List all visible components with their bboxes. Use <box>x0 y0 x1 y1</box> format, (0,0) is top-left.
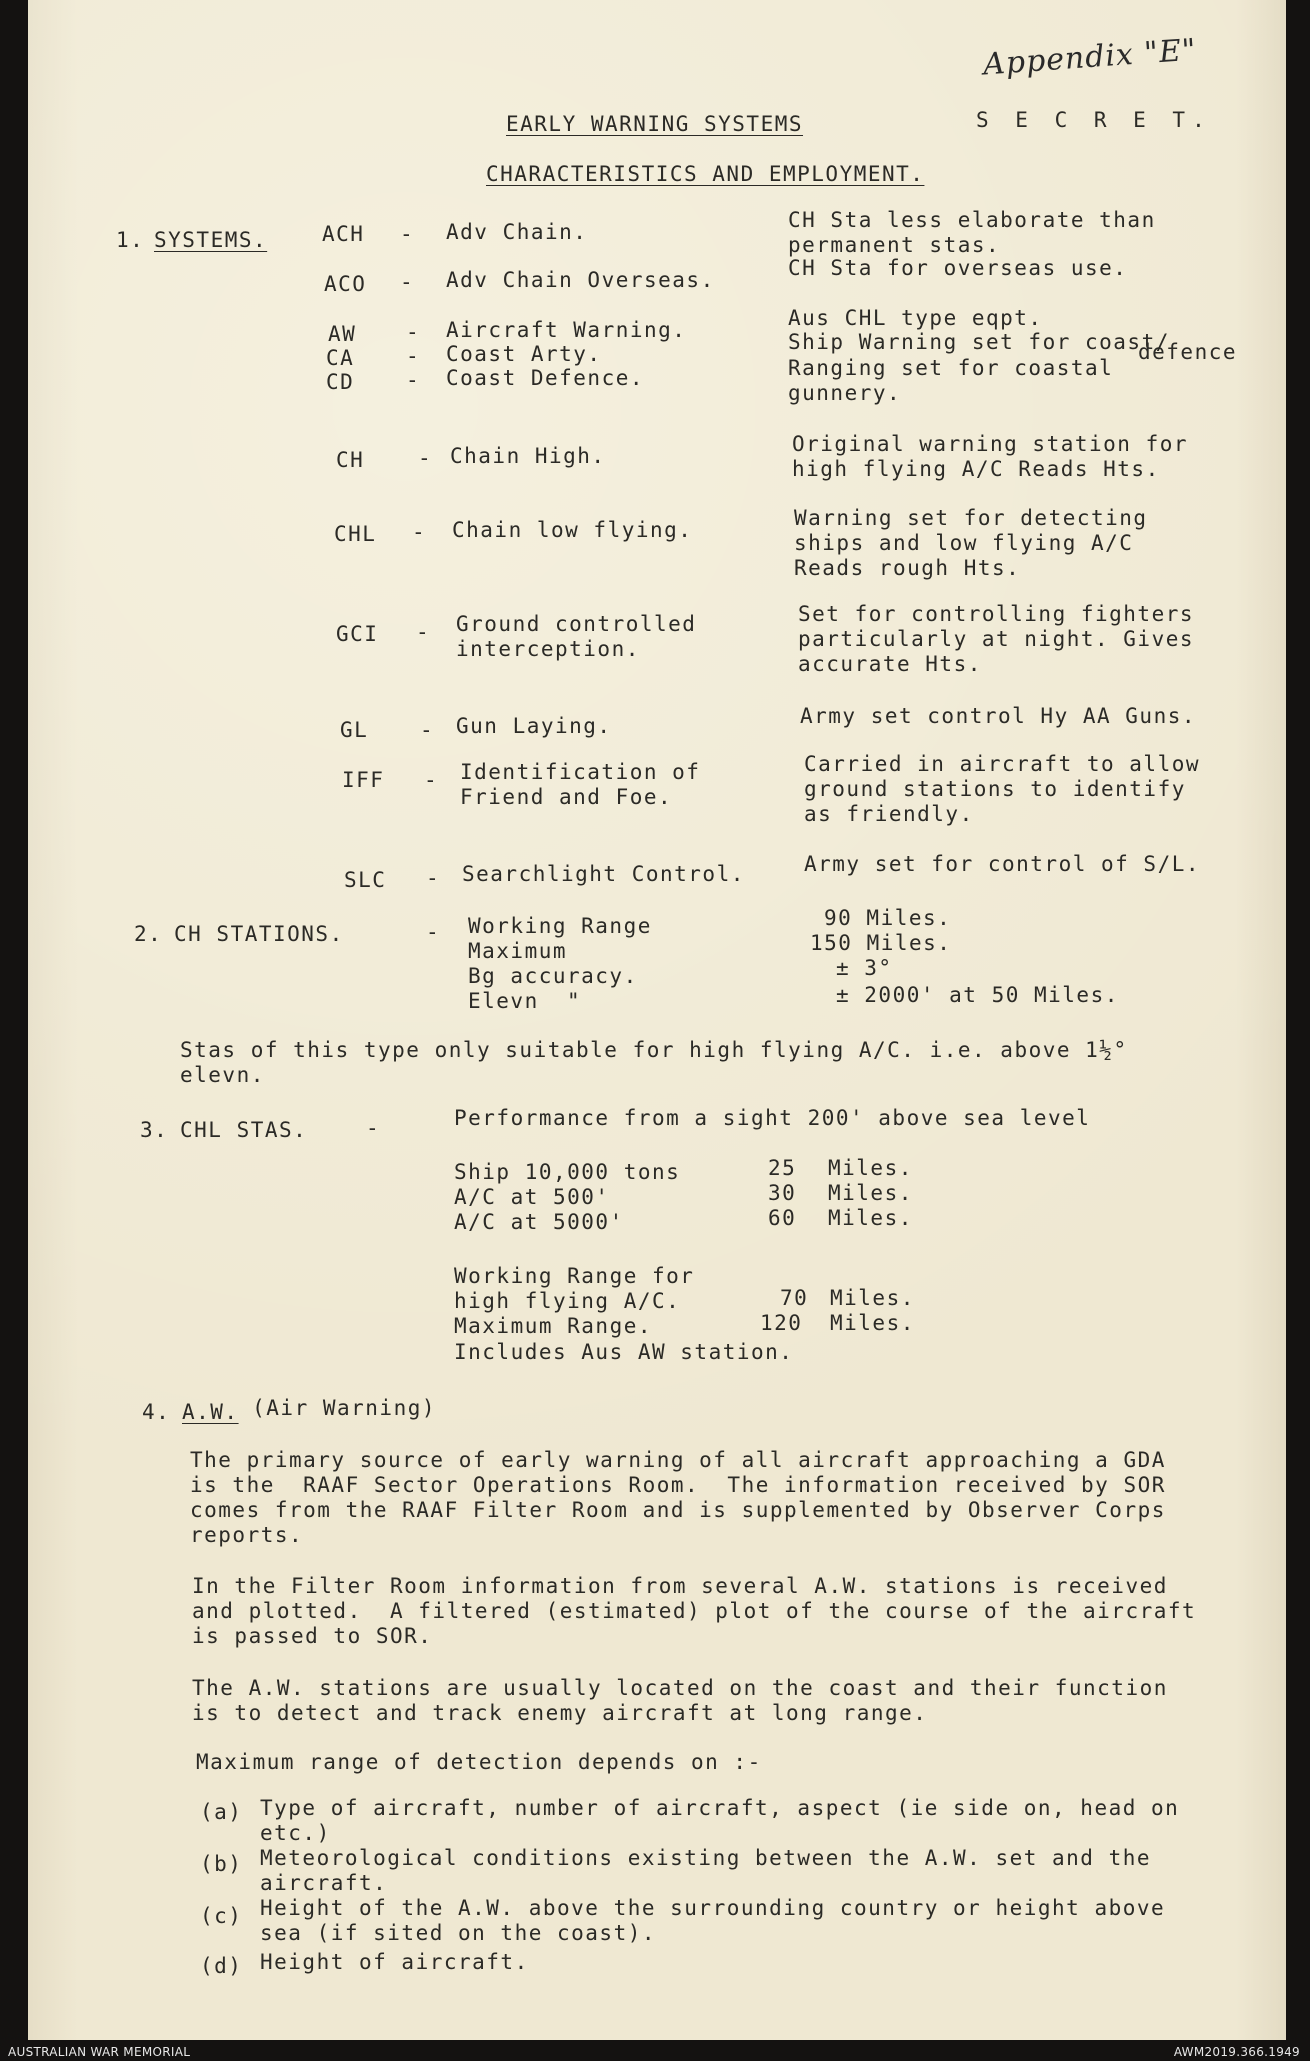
spec-value: 120 <box>760 1311 803 1335</box>
list-item-text: aircraft. <box>260 1871 388 1895</box>
section-heading-suffix: (Air Warning) <box>238 1396 437 1420</box>
system-abbr: ACH <box>322 222 365 246</box>
list-label: (d) <box>200 1954 243 1978</box>
paragraph-line: and plotted. A filtered (estimated) plot of the course of the aircraft <box>192 1599 1197 1623</box>
system-abbr: GL <box>340 718 369 742</box>
system-dash: - <box>412 520 427 544</box>
system-dash: - <box>400 270 415 294</box>
system-name: Gun Laying. <box>456 714 612 738</box>
system-dash: - <box>406 368 421 392</box>
spec-label: Elevn " <box>468 989 582 1013</box>
spec-value: ± 3° <box>836 956 893 980</box>
spec-label: A/C at 500' <box>454 1185 610 1209</box>
section-dash: - <box>426 920 441 944</box>
paragraph-line: The primary source of early warning of all aircraft approaching a GDA <box>190 1448 1166 1472</box>
system-desc: Warning set for detecting <box>794 506 1148 530</box>
system-dash: - <box>424 768 439 792</box>
system-desc: CH Sta less elaborate than <box>788 208 1156 232</box>
system-desc: ground stations to identify <box>804 777 1186 801</box>
section-note: Includes Aus AW station. <box>454 1340 794 1364</box>
system-desc: permanent stas. <box>788 233 1001 257</box>
list-item-text: Type of aircraft, number of aircraft, aspect (ie side on, head on <box>260 1796 1180 1820</box>
system-dash: - <box>406 320 421 344</box>
spec-label: Maximum Range. <box>454 1314 653 1338</box>
section-heading: CH STATIONS. <box>174 922 344 946</box>
system-name: Aircraft Warning. <box>446 318 687 342</box>
system-desc: Set for controlling fighters <box>798 602 1195 626</box>
defence-note: defence <box>1138 340 1238 364</box>
paragraph-line: is passed to SOR. <box>192 1624 433 1648</box>
list-label: (b) <box>200 1852 243 1876</box>
paragraph-line: is to detect and track enemy aircraft at long range. <box>192 1701 928 1725</box>
spec-label: Bg accuracy. <box>468 964 638 988</box>
spec-label: Maximum <box>468 939 568 963</box>
system-desc: Carried in aircraft to allow <box>804 752 1201 776</box>
document-page <box>28 0 1286 2040</box>
paragraph-line: reports. <box>190 1523 304 1547</box>
list-item-text: etc.) <box>260 1821 331 1845</box>
spec-unit: Miles. <box>828 1181 913 1205</box>
spec-unit: Miles. <box>828 1156 913 1180</box>
spec-label: Ship 10,000 tons <box>454 1160 681 1184</box>
system-abbr: IFF <box>342 768 385 792</box>
paragraph-line: In the Filter Room information from several A.W. stations is received <box>192 1574 1168 1598</box>
spec-unit: Miles. <box>828 1206 913 1230</box>
list-item-text: sea (if sited on the coast). <box>260 1921 657 1945</box>
system-desc: Reads rough Hts. <box>794 556 1021 580</box>
system-name: interception. <box>456 637 640 661</box>
spec-value: 150 Miles. <box>810 931 952 955</box>
system-desc: CH Sta for overseas use. <box>788 256 1128 280</box>
system-dash: - <box>420 718 435 742</box>
system-name: Identification of <box>460 760 701 784</box>
section-number: 2. <box>134 922 163 946</box>
system-name: Chain High. <box>450 444 606 468</box>
system-name: Searchlight Control. <box>462 862 745 886</box>
section-number: 4. <box>142 1400 171 1424</box>
system-name: Friend and Foe. <box>460 785 673 809</box>
system-abbr: ACO <box>324 272 367 296</box>
system-desc: ships and low flying A/C <box>794 531 1134 555</box>
list-item-text: Height of the A.W. above the surrounding country or height above <box>260 1896 1166 1920</box>
system-desc: Original warning station for <box>792 432 1189 456</box>
spec-value: 30 <box>768 1181 797 1205</box>
paragraph-line: The A.W. stations are usually located on the coast and their function <box>192 1676 1168 1700</box>
footer-credit: AUSTRALIAN WAR MEMORIAL <box>8 2045 191 2059</box>
spec-unit: Miles. <box>830 1311 915 1335</box>
system-abbr: CA <box>326 346 355 370</box>
list-item-text: Height of aircraft. <box>260 1950 529 1974</box>
section-number: 3. <box>140 1118 169 1142</box>
system-name: Coast Arty. <box>446 342 602 366</box>
section-number: 1. <box>116 228 145 252</box>
system-name: Adv Chain Overseas. <box>446 268 715 292</box>
section-dash: - <box>366 1116 381 1140</box>
system-name: Adv Chain. <box>446 220 588 244</box>
section-heading: SYSTEMS. <box>154 228 268 252</box>
system-name: Coast Defence. <box>446 366 645 390</box>
handwritten-annotation: Appendix "E" <box>982 32 1198 83</box>
system-desc: as friendly. <box>804 802 974 826</box>
spec-value: 60 <box>768 1206 797 1230</box>
list-label: (c) <box>200 1904 243 1928</box>
section-intro: Performance from a sight 200' above sea level <box>454 1106 1091 1130</box>
system-dash: - <box>426 866 441 890</box>
system-desc: Ranging set for coastal <box>788 356 1114 380</box>
system-abbr: CH <box>336 448 365 472</box>
footer-accession-number: AWM2019.366.1949 <box>1173 2045 1300 2059</box>
list-label: (a) <box>200 1800 243 1824</box>
paragraph-line: comes from the RAAF Filter Room and is supplemented by Observer Corps <box>190 1498 1166 1522</box>
section-note: elevn. <box>180 1063 265 1087</box>
system-dash: - <box>406 344 421 368</box>
section-note: Stas of this type only suitable for high flying A/C. i.e. above 1½° <box>180 1038 1128 1062</box>
spec-label: Working Range for <box>454 1264 695 1288</box>
system-dash: - <box>416 620 431 644</box>
paragraph-line: Maximum range of detection depends on :- <box>196 1750 762 1774</box>
spec-label: Working Range <box>468 914 652 938</box>
system-desc: Army set control Hy AA Guns. <box>800 704 1197 728</box>
system-dash: - <box>418 446 433 470</box>
section-heading: CHL STAS. <box>180 1118 308 1142</box>
spec-value: ± 2000' at 50 Miles. <box>836 983 1119 1007</box>
system-desc: high flying A/C Reads Hts. <box>792 457 1160 481</box>
system-desc: gunnery. <box>788 381 902 405</box>
spec-label: A/C at 5000' <box>454 1210 624 1234</box>
spec-value: 25 <box>768 1156 797 1180</box>
spec-value: 70 <box>780 1286 809 1310</box>
spec-unit: Miles. <box>830 1286 915 1310</box>
system-abbr: AW <box>328 322 357 346</box>
system-dash: - <box>400 222 415 246</box>
spec-value: 90 Miles. <box>824 906 952 930</box>
system-desc: Ship Warning set for coast/ <box>788 330 1170 354</box>
system-desc: Army set for control of S/L. <box>804 852 1201 876</box>
spec-label: high flying A/C. <box>454 1289 681 1313</box>
system-abbr: CHL <box>334 522 377 546</box>
system-abbr: CD <box>326 370 355 394</box>
system-name: Chain low flying. <box>452 518 693 542</box>
system-name: Ground controlled <box>456 612 697 636</box>
system-desc: particularly at night. Gives <box>798 627 1195 651</box>
classification-marking: S E C R E T. <box>976 108 1212 132</box>
paragraph-line: is the RAAF Sector Operations Room. The information received by SOR <box>190 1473 1166 1497</box>
system-abbr: GCI <box>336 622 379 646</box>
system-abbr: SLC <box>344 868 387 892</box>
list-item-text: Meteorological conditions existing between the A.W. set and the <box>260 1846 1152 1870</box>
document-title: EARLY WARNING SYSTEMS <box>506 112 804 136</box>
section-heading: A.W. <box>182 1400 239 1424</box>
system-desc: accurate Hts. <box>798 652 982 676</box>
system-desc: Aus CHL type eqpt. <box>788 306 1043 330</box>
document-subtitle: CHARACTERISTICS AND EMPLOYMENT. <box>486 162 925 186</box>
